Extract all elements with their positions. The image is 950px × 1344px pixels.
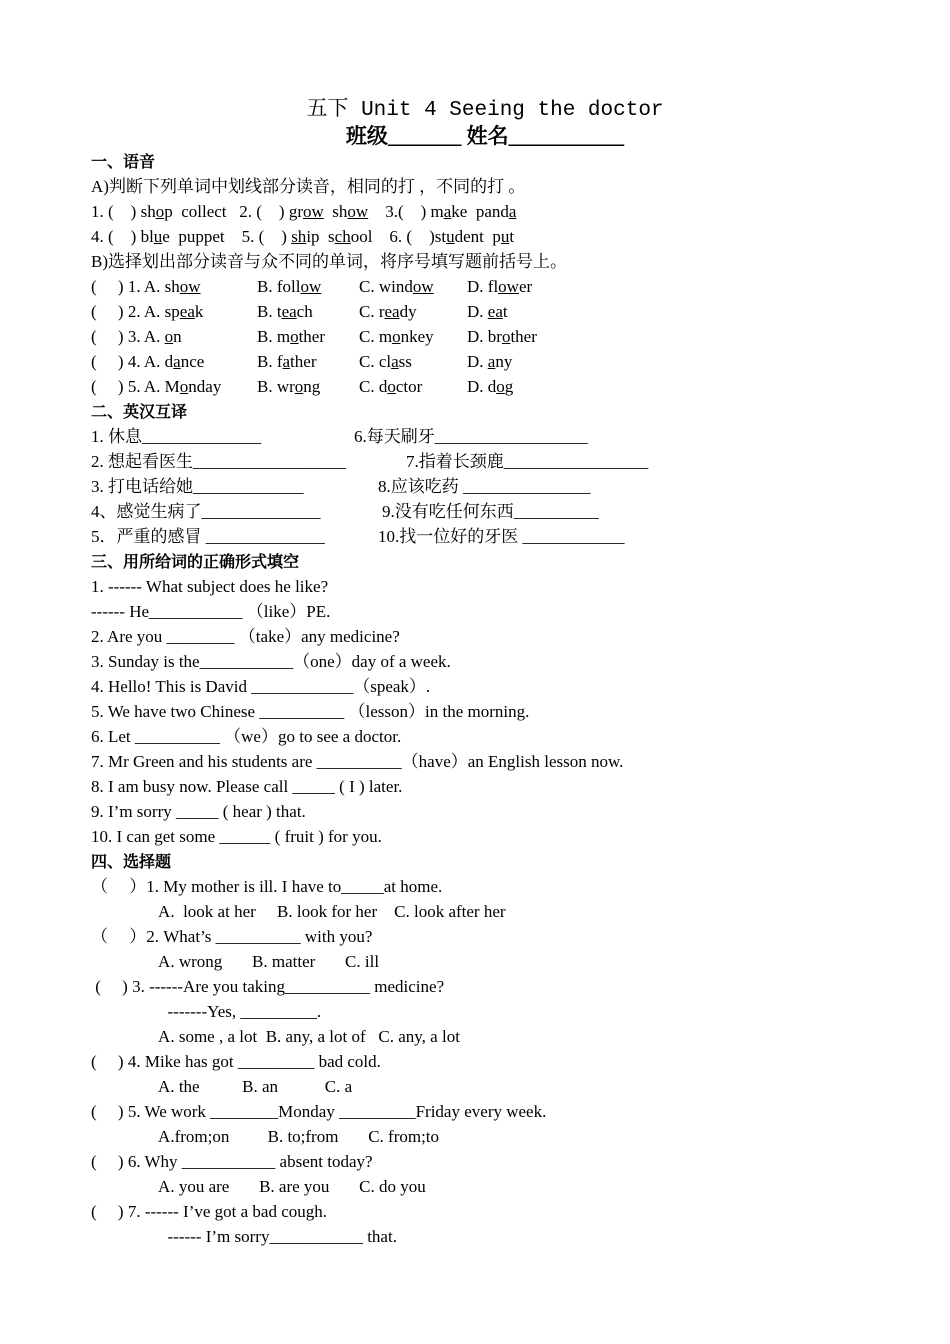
option-1 xyxy=(257,274,321,299)
worksheet xyxy=(91,98,891,1249)
text: ther xyxy=(290,352,317,371)
text: sh xyxy=(323,202,348,221)
text: ( ) 3. A. xyxy=(91,327,165,346)
fill-in-line: 7. Mr Green and his students are __________（have）an English lesson now. xyxy=(91,752,624,771)
option-1 xyxy=(257,324,325,349)
choice-line: A. look at her B. look for her C. look after her xyxy=(91,902,506,921)
text: ke pand xyxy=(451,202,509,221)
translation-right: 10.找一位好的牙医 ____________ xyxy=(378,527,625,546)
section2-heading: 二、英汉互译 xyxy=(91,402,188,421)
choice-line: A. wrong B. matter C. ill xyxy=(91,952,380,971)
underlined-letters: ow xyxy=(300,277,322,296)
partB-rows xyxy=(91,274,891,399)
translation-row xyxy=(91,524,891,549)
choice-line: A. you are B. are you C. do you xyxy=(91,1177,426,1196)
option-0 xyxy=(91,299,203,324)
choice-line: ( ) 3. ------Are you taking__________ medicine? xyxy=(91,977,445,996)
choice-line: ------ I’m sorry___________ that. xyxy=(91,1227,397,1246)
choice-line: A. some , a lot B. any, a lot of C. any, a lot xyxy=(91,1027,460,1046)
option-3 xyxy=(467,324,537,349)
partB-row xyxy=(91,374,891,399)
text: D. d xyxy=(467,377,497,396)
text: er xyxy=(518,277,533,296)
choice-line: ( ) 4. Mike has got _________ bad cold. xyxy=(91,1052,381,1071)
page-title: 五下 Unit 4 Seeing the doctor xyxy=(306,99,664,122)
translation-row xyxy=(91,424,891,449)
text: ( ) 4. A. d xyxy=(91,352,174,371)
underlined-letters: o xyxy=(501,327,511,346)
text: C. cl xyxy=(359,352,392,371)
translation-right: 8.应该吃药 _______________ xyxy=(378,477,591,496)
translation-rows xyxy=(91,424,891,549)
underlined-letters: a xyxy=(282,352,291,371)
choice-line: （ ）2. What’s __________ with you? xyxy=(91,927,373,946)
choice-lines xyxy=(91,874,891,1249)
text: ip s xyxy=(306,227,335,246)
fill-in-line: 4. Hello! This is David ____________（speak）. xyxy=(91,677,431,696)
text: C. d xyxy=(359,377,388,396)
choice-line: （ ）1. My mother is ill. I have to_____at home. xyxy=(91,877,443,896)
text: ool 6. ( )st xyxy=(350,227,447,246)
fill-in-lines xyxy=(91,574,891,849)
translation-left: 4、感觉生病了______________ xyxy=(91,502,321,521)
text: t xyxy=(509,227,515,246)
underlined-letters: ea xyxy=(384,302,400,321)
text: B. m xyxy=(257,327,291,346)
text: B. foll xyxy=(257,277,301,296)
text: 3.( ) m xyxy=(368,202,444,221)
choice-line: ( ) 7. ------ I’ve got a bad cough. xyxy=(91,1202,328,1221)
text: D. br xyxy=(467,327,502,346)
text: ther xyxy=(510,327,537,346)
option-1 xyxy=(257,349,316,374)
underlined-letters: o xyxy=(387,377,396,396)
underlined-letters: o xyxy=(164,327,174,346)
text: ny xyxy=(495,352,513,371)
text: B. f xyxy=(257,352,283,371)
text: t xyxy=(502,302,508,321)
option-0 xyxy=(91,374,221,399)
underlined-letters: ea xyxy=(179,302,195,321)
option-2 xyxy=(359,374,422,399)
underlined-letters: ch xyxy=(334,227,351,246)
text: D. xyxy=(467,302,488,321)
choice-line: -------Yes, _________. xyxy=(91,1002,322,1021)
text: C. r xyxy=(359,302,385,321)
choice-line: ( ) 6. Why ___________ absent today? xyxy=(91,1152,373,1171)
translation-right: 9.没有吃任何东西__________ xyxy=(382,502,599,521)
underlined-letters: ow xyxy=(347,202,369,221)
text: B. t xyxy=(257,302,282,321)
translation-right: 6.每天刷牙__________________ xyxy=(354,427,588,446)
underlined-letters: ow xyxy=(412,277,434,296)
underlined-letters: ea xyxy=(487,302,503,321)
text: C. m xyxy=(359,327,393,346)
partB-row xyxy=(91,274,891,299)
underlined-letters: a xyxy=(443,202,452,221)
text: p collect xyxy=(164,202,240,221)
text: D. fl xyxy=(467,277,499,296)
partA-rows xyxy=(91,199,891,249)
option-3 xyxy=(467,374,513,399)
section1-heading: 一、语音 xyxy=(91,152,156,171)
text: 4. ( ) bl xyxy=(91,227,154,246)
text: B. wr xyxy=(257,377,295,396)
underlined-letters: o xyxy=(392,327,401,346)
underlined-letters: a xyxy=(391,352,399,371)
fill-in-line: 8. I am busy now. Please call _____ ( I ) later. xyxy=(91,777,403,796)
underlined-letters: o xyxy=(179,377,189,396)
option-2 xyxy=(359,324,434,349)
underlined-letters: ow xyxy=(303,202,324,221)
text: dy xyxy=(399,302,417,321)
partB-row xyxy=(91,324,891,349)
fill-in-line: 3. Sunday is the___________（one）day of a week. xyxy=(91,652,451,671)
option-3 xyxy=(467,299,508,324)
option-1 xyxy=(257,374,320,399)
partA-instruction: A)判断下列单词中划线部分读音，相同的打 ，不同的打 。 xyxy=(91,177,526,196)
underlined-letters: a xyxy=(508,202,517,221)
fill-in-line: 6. Let __________ （we）go to see a doctor. xyxy=(91,727,402,746)
option-2 xyxy=(359,274,434,299)
text: n xyxy=(173,327,182,346)
option-0 xyxy=(91,349,204,374)
underlined-letters: o xyxy=(155,202,165,221)
option-1 xyxy=(257,299,313,324)
text: e puppet 5. ( ) xyxy=(162,227,292,246)
fill-in-line: 5. We have two Chinese __________ （lesson）in the morning. xyxy=(91,702,530,721)
underlined-letters: ow xyxy=(179,277,201,296)
class-name-line: 班级_______ 姓名___________ xyxy=(345,124,625,148)
text: 2. ( ) gr xyxy=(239,202,303,221)
underlined-letters: o xyxy=(294,377,304,396)
text: nday xyxy=(188,377,222,396)
underlined-letters: a xyxy=(173,352,181,371)
partB-row xyxy=(91,299,891,324)
underlined-letters: u xyxy=(153,227,163,246)
text: ( ) 2. A. sp xyxy=(91,302,180,321)
text: g xyxy=(504,377,514,396)
text: ch xyxy=(296,302,313,321)
section4-heading: 四、选择题 xyxy=(91,852,172,871)
text: ctor xyxy=(395,377,423,396)
partB-row xyxy=(91,349,891,374)
underlined-letters: o xyxy=(496,377,505,396)
text: 1. ( ) sh xyxy=(91,202,156,221)
fill-in-line: 9. I’m sorry _____ ( hear ) that. xyxy=(91,802,306,821)
section3-heading: 三、用所给词的正确形式填空 xyxy=(91,552,300,571)
underlined-letters: ow xyxy=(498,277,519,296)
translation-left: 1. 休息______________ xyxy=(91,427,261,446)
text: D. xyxy=(467,352,488,371)
translation-left: 3. 打电话给她_____________ xyxy=(91,477,304,496)
option-0 xyxy=(91,324,182,349)
text: k xyxy=(194,302,204,321)
fill-in-line: 1. ------ What subject does he like? xyxy=(91,577,329,596)
option-2 xyxy=(359,349,412,374)
underlined-letters: u xyxy=(446,227,455,246)
text: ( ) 5. A. M xyxy=(91,377,180,396)
underlined-letters: sh xyxy=(291,227,307,246)
option-2 xyxy=(359,299,417,324)
fill-in-line: ------ He___________ （like）PE. xyxy=(91,602,331,621)
underlined-letters: u xyxy=(500,227,510,246)
text: ( ) 1. A. sh xyxy=(91,277,180,296)
partA-row xyxy=(91,224,891,249)
translation-right: 7.指着长颈鹿_________________ xyxy=(406,452,649,471)
text: nkey xyxy=(400,327,434,346)
translation-row xyxy=(91,449,891,474)
partA-row xyxy=(91,199,891,224)
underlined-letters: ea xyxy=(281,302,297,321)
choice-line: ( ) 5. We work ________Monday _________Friday every week. xyxy=(91,1102,547,1121)
text: ss xyxy=(398,352,412,371)
translation-left: 5．严重的感冒 ______________ xyxy=(91,527,325,546)
text: C. wind xyxy=(359,277,413,296)
option-3 xyxy=(467,349,512,374)
underlined-letters: a xyxy=(487,352,496,371)
fill-in-line: 10. I can get some ______ ( fruit ) for you. xyxy=(91,827,382,846)
text: ng xyxy=(303,377,321,396)
translation-row xyxy=(91,499,891,524)
fill-in-line: 2. Are you ________ （take）any medicine? xyxy=(91,627,400,646)
translation-left: 2. 想起看医生__________________ xyxy=(91,452,346,471)
choice-line: A.from;on B. to;from C. from;to xyxy=(91,1127,440,1146)
option-3 xyxy=(467,274,532,299)
option-0 xyxy=(91,274,201,299)
translation-row xyxy=(91,474,891,499)
text: dent p xyxy=(454,227,501,246)
underlined-letters: o xyxy=(290,327,299,346)
choice-line: A. the B. an C. a xyxy=(91,1077,353,1096)
partB-instruction: B)选择划出部分读音与众不同的单词，将序号填写题前括号上。 xyxy=(91,252,567,271)
text: nce xyxy=(180,352,205,371)
text: ther xyxy=(298,327,325,346)
